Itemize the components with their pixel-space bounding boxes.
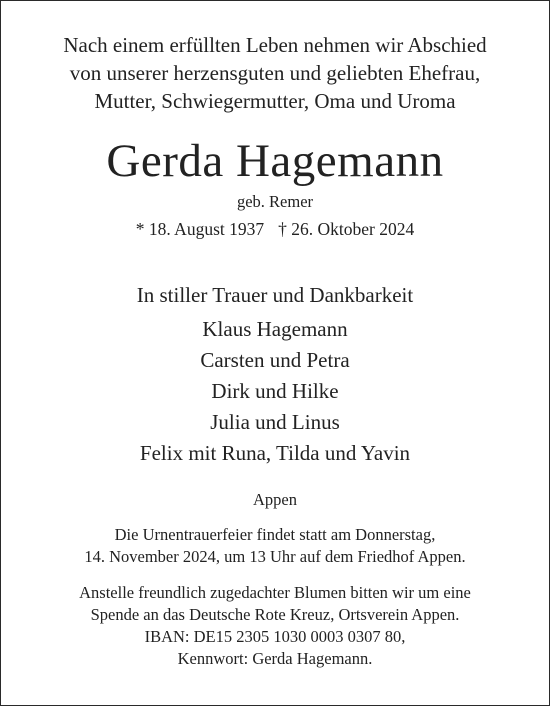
donation-line-4: Kennwort: Gerda Hagemann. xyxy=(177,649,373,668)
donation-line-3: IBAN: DE15 2305 1030 0003 0307 80, xyxy=(144,627,406,646)
mourner-name: Felix mit Runa, Tilda und Yavin xyxy=(139,441,411,465)
ceremony-line-1: Die Urnentrauerfeier findet statt am Donnerstag, xyxy=(114,525,436,544)
mourner-name: Julia und Linus xyxy=(210,410,340,434)
mourner-name: Klaus Hagemann xyxy=(202,317,348,341)
intro-line-2: von unserer herzensguten und geliebten Ehefrau, xyxy=(69,61,481,85)
deceased-name: Gerda Hagemann xyxy=(106,135,444,187)
intro-line-1: Nach einem erfüllten Leben nehmen wir Abschied xyxy=(63,33,487,57)
birth-date: * 18. August 1937 xyxy=(135,219,265,239)
donation-line-1: Anstelle freundlich zugedachter Blumen bitten wir um eine xyxy=(79,583,471,602)
donation-line-2: Spende an das Deutsche Rote Kreuz, Ortsverein Appen. xyxy=(90,605,460,624)
place: Appen xyxy=(253,490,297,509)
ceremony-line-2: 14. November 2024, um 13 Uhr auf dem Friedhof Appen. xyxy=(84,547,466,566)
mourner-name: Dirk und Hilke xyxy=(211,379,339,403)
birth-name: geb. Remer xyxy=(236,192,314,211)
life-dates xyxy=(0,219,550,240)
death-date: † 26. Oktober 2024 xyxy=(278,219,415,239)
intro-line-3: Mutter, Schwiegermutter, Oma und Uroma xyxy=(94,89,456,113)
mourners-heading: In stiller Trauer und Dankbarkeit xyxy=(136,283,414,307)
mourner-name: Carsten und Petra xyxy=(200,348,350,372)
